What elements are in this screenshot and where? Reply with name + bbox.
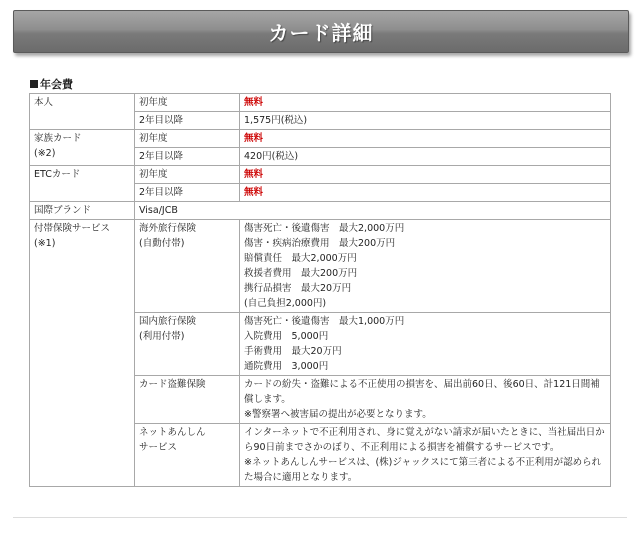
- theft-text: カードの紛失・盗難による不正使用の損害を、届出前60日、後60日、計121日間補償します。: [244, 379, 600, 405]
- free-badge: 無料: [244, 169, 264, 180]
- sub-label-text: ネットあんしん: [139, 427, 206, 438]
- net-note: ※ネットあんしんサービスは、(株)ジャックスにて第三者による不正利用が認められた場合に適用となります。: [244, 457, 602, 483]
- row-label-etc: ETCカード: [30, 166, 135, 202]
- square-bullet-icon: [30, 80, 38, 88]
- theft-description: [240, 376, 611, 424]
- theft-note: ※警察署へ被害届の提出が必要となります。: [244, 409, 432, 420]
- sub-label-domestic: [135, 313, 240, 376]
- fee-value: 1,575円(税込): [240, 112, 611, 130]
- coverage-line: 携行品損害 最大20万円: [244, 283, 352, 294]
- net-text: インターネットで不正利用され、身に覚えがない請求が届いたときに、当社届出日から90日前までさかのぼり、不正利用による損害を補償するサービスです。: [244, 427, 605, 453]
- annual-fee-table: [29, 93, 611, 487]
- coverage-line: 通院費用 3,000円: [244, 361, 329, 372]
- coverage-list-overseas: [240, 220, 611, 313]
- row-label-family: [30, 130, 135, 166]
- coverage-line: 手術費用 最大20万円: [244, 346, 342, 357]
- sub-label-net: [135, 424, 240, 487]
- sub-label-theft: カード盗難保険: [135, 376, 240, 424]
- sub-label: 2年目以降: [135, 148, 240, 166]
- sub-label: 初年度: [135, 166, 240, 184]
- row-note: (※1): [34, 238, 56, 249]
- row-note: (※2): [34, 148, 56, 159]
- sub-label: 初年度: [135, 94, 240, 112]
- row-label-insurance: [30, 220, 135, 487]
- table-row: [30, 220, 611, 313]
- fee-value: [240, 130, 611, 148]
- free-badge: 無料: [244, 97, 264, 108]
- free-badge: 無料: [244, 187, 264, 198]
- free-badge: 無料: [244, 133, 264, 144]
- sub-label-text: 海外旅行保険: [139, 223, 197, 234]
- sub-label-note: (利用付帯): [139, 331, 185, 342]
- coverage-line: 傷害死亡・後遺傷害 最大2,000万円: [244, 223, 405, 234]
- table-row: [30, 166, 611, 184]
- brand-value: Visa/JCB: [135, 202, 611, 220]
- sub-label-text: サービス: [139, 442, 178, 453]
- coverage-list-domestic: [240, 313, 611, 376]
- coverage-line: 傷害死亡・後遺傷害 最大1,000万円: [244, 316, 405, 327]
- net-description: [240, 424, 611, 487]
- row-label-text: 家族カード: [34, 133, 82, 144]
- coverage-line: 賠償責任 最大2,000万円: [244, 253, 357, 264]
- table-row: [30, 130, 611, 148]
- table-row: [30, 202, 611, 220]
- divider: [13, 517, 627, 518]
- coverage-line: 入院費用 5,000円: [244, 331, 329, 342]
- fee-value: [240, 94, 611, 112]
- fee-value: 420円(税込): [240, 148, 611, 166]
- sub-label-overseas: [135, 220, 240, 313]
- row-label-brand: 国際ブランド: [30, 202, 135, 220]
- row-label-text: 付帯保険サービス: [34, 223, 111, 234]
- fee-value: [240, 184, 611, 202]
- sub-label-note: (自動付帯): [139, 238, 185, 249]
- row-label-text: 本人: [34, 97, 54, 108]
- section-heading: [30, 76, 73, 92]
- row-label-honnin: [30, 94, 135, 130]
- page-header-banner: [13, 10, 629, 53]
- coverage-line: (自己負担2,000円): [244, 298, 327, 309]
- table-row: [30, 94, 611, 112]
- fee-value: [240, 166, 611, 184]
- coverage-line: 傷害・疾病治療費用 最大200万円: [244, 238, 396, 249]
- sub-label: 2年目以降: [135, 112, 240, 130]
- coverage-line: 救援者費用 最大200万円: [244, 268, 358, 279]
- sub-label: 2年目以降: [135, 184, 240, 202]
- section-heading-text: 年会費: [40, 78, 73, 91]
- sub-label-text: 国内旅行保険: [139, 316, 197, 327]
- sub-label: 初年度: [135, 130, 240, 148]
- page-title: カード詳細: [268, 21, 374, 45]
